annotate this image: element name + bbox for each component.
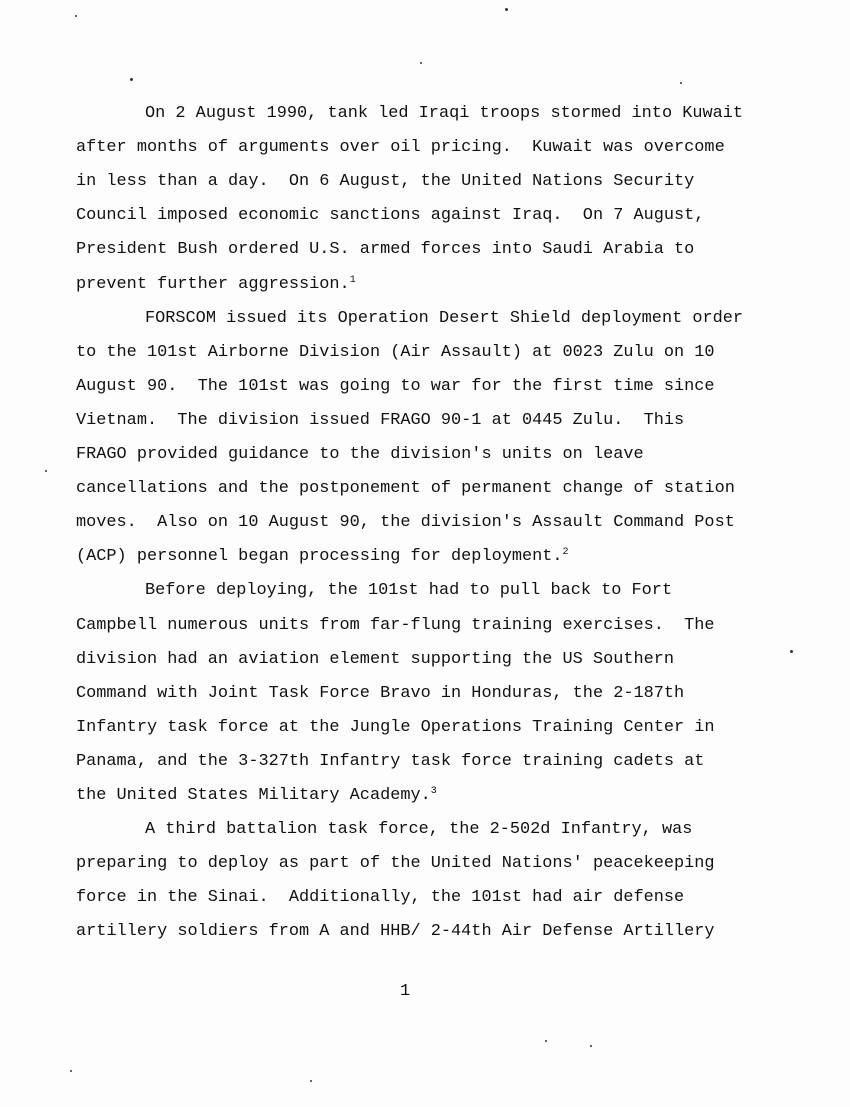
line-text: President Bush ordered U.S. armed forces into Saudi Arabia to xyxy=(76,240,695,259)
scan-speck xyxy=(130,78,133,81)
line-text: Council imposed economic sanctions against Iraq. On 7 August, xyxy=(76,206,705,225)
line-text: Campbell numerous units from far-flung training exercises. The xyxy=(76,616,715,635)
scan-speck xyxy=(545,1040,547,1042)
text-line xyxy=(145,581,672,601)
text-line xyxy=(76,684,684,704)
text-line xyxy=(76,854,715,874)
text-line xyxy=(76,206,704,226)
line-text: (ACP) personnel began processing for deployment. xyxy=(76,547,563,566)
scan-speck xyxy=(310,1080,312,1082)
line-text: artillery soldiers from A and HHB/ 2-44th Air Defense Artillery xyxy=(76,922,715,941)
text-line xyxy=(76,888,684,908)
footnote-marker: 3 xyxy=(430,786,437,797)
line-text: in less than a day. On 6 August, the United Nations Security xyxy=(76,172,695,191)
line-text: FRAGO provided guidance to the division's units on leave xyxy=(76,445,644,464)
line-text: to the 101st Airborne Division (Air Assault) at 0023 Zulu on 10 xyxy=(76,343,715,362)
text-line xyxy=(76,377,715,397)
line-text: after months of arguments over oil pricing. Kuwait was overcome xyxy=(76,138,725,157)
text-line xyxy=(76,922,715,942)
scan-speck xyxy=(680,82,682,84)
line-text: cancellations and the postponement of permanent change of station xyxy=(76,479,735,498)
scan-speck xyxy=(420,62,422,64)
footnote-marker: 2 xyxy=(562,547,569,558)
line-text: Command with Joint Task Force Bravo in Honduras, the 2-187th xyxy=(76,684,685,703)
text-line xyxy=(76,172,694,192)
scan-speck xyxy=(790,650,793,653)
text-line xyxy=(76,752,704,772)
scan-speck xyxy=(590,1045,592,1047)
line-text: FORSCOM issued its Operation Desert Shield deployment order xyxy=(145,309,744,328)
text-line xyxy=(76,343,715,363)
line-text: A third battalion task force, the 2-502d Infantry, was xyxy=(145,820,693,839)
line-text: Vietnam. The division issued FRAGO 90-1 at 0445 Zulu. This xyxy=(76,411,685,430)
page-number: 1 xyxy=(400,982,411,1001)
scan-speck xyxy=(75,15,77,17)
scan-speck xyxy=(505,8,508,11)
text-line xyxy=(76,240,694,260)
scan-speck xyxy=(70,1070,72,1072)
text-line xyxy=(76,138,725,158)
line-text: Panama, and the 3-327th Infantry task force training cadets at xyxy=(76,752,705,771)
line-text: prevent further aggression. xyxy=(76,275,350,294)
text-line xyxy=(76,479,735,499)
text-line xyxy=(76,275,356,295)
text-line xyxy=(76,650,674,670)
line-text: On 2 August 1990, tank led Iraqi troops stormed into Kuwait xyxy=(145,104,744,123)
line-text: Infantry task force at the Jungle Operations Training Center in xyxy=(76,718,715,737)
line-text: force in the Sinai. Additionally, the 101st had air defense xyxy=(76,888,685,907)
line-text: preparing to deploy as part of the United Nations' peacekeeping xyxy=(76,854,715,873)
line-text: division had an aviation element supporting the US Southern xyxy=(76,650,675,669)
text-line xyxy=(145,309,743,329)
text-line xyxy=(76,445,644,465)
text-line xyxy=(76,786,437,806)
text-line xyxy=(76,513,735,533)
line-text: moves. Also on 10 August 90, the division's Assault Command Post xyxy=(76,513,735,532)
text-line xyxy=(145,820,692,840)
text-line xyxy=(76,616,715,636)
line-text: the United States Military Academy. xyxy=(76,786,431,805)
text-line xyxy=(76,547,569,567)
line-text: August 90. The 101st was going to war for the first time since xyxy=(76,377,715,396)
line-text: Before deploying, the 101st had to pull back to Fort xyxy=(145,581,673,600)
text-line xyxy=(76,411,684,431)
scan-speck xyxy=(45,470,47,472)
footnote-marker: 1 xyxy=(349,275,356,286)
text-line xyxy=(76,718,715,738)
text-line xyxy=(145,104,743,124)
